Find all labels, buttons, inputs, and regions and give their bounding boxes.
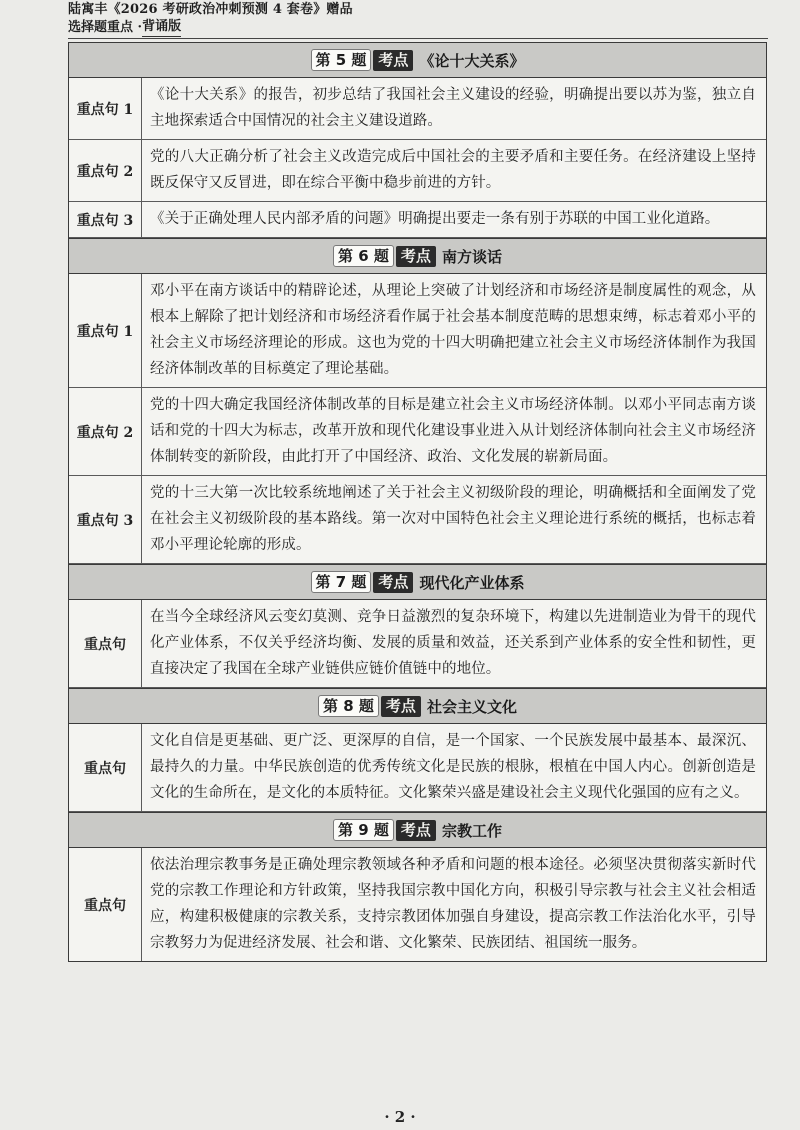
section-topic: 《论十大关系》 — [419, 51, 525, 70]
section-title — [69, 564, 766, 600]
key-point-text: 党的八大正确分析了社会主义改造完成后中国社会的主要矛盾和主要任务。在经济建设上坚持既反保守又反冒进，即在综合平衡中稳步前进的方针。 — [150, 149, 756, 191]
key-point-label: 重点句 3 — [69, 476, 142, 563]
key-point-row — [69, 848, 766, 961]
key-point-row — [69, 724, 766, 812]
edition-label: 背诵版 — [142, 18, 181, 37]
header-rule — [68, 38, 768, 39]
subtitle — [68, 18, 768, 37]
key-point-label: 重点句 3 — [69, 202, 142, 237]
key-point-label: 重点句 — [69, 724, 142, 811]
section-title — [69, 42, 766, 78]
section-topic: 社会主义文化 — [426, 697, 517, 716]
key-point-label: 重点句 — [69, 600, 142, 687]
key-point-text: 《关于正确处理人民内部矛盾的问题》明确提出要走一条有别于苏联的中国工业化道路。 — [150, 211, 720, 227]
question-number: 第 9 题 — [333, 819, 394, 841]
key-point-text: 党的十四大确定我国经济体制改革的目标是建立社会主义市场经济体制。以邓小平同志南方谈话和党的十四大为标志，改革开放和现代化建设事业进入从计划经济体制向社会主义市场经济体制转变的新阶段，由此打开了中国经济、政治、文化发展的崭新局面。 — [150, 397, 756, 465]
key-point-label: 重点句 1 — [69, 78, 142, 139]
key-point-row — [69, 78, 766, 140]
kaodian-tag: 考点 — [373, 50, 413, 71]
key-point-label: 重点句 — [69, 848, 142, 961]
question-number: 第 6 题 — [333, 245, 394, 267]
section-title — [69, 812, 766, 848]
question-number: 第 8 题 — [318, 695, 379, 717]
key-point-row — [69, 476, 766, 564]
key-point-label: 重点句 2 — [69, 140, 142, 201]
key-point-text: 在当今全球经济风云变幻莫测、竞争日益激烈的复杂环境下，构建以先进制造业为骨干的现代化产业体系，不仅关乎经济均衡、发展的质量和效益，还关系到产业体系的安全性和韧性，更直接决定了我国在全球产业链供应链价值链中的地位。 — [150, 609, 756, 677]
key-point-row — [69, 274, 766, 388]
section-topic: 南方谈话 — [441, 247, 502, 266]
key-point-row — [69, 388, 766, 476]
key-point-label: 重点句 1 — [69, 274, 142, 387]
key-point-label: 重点句 2 — [69, 388, 142, 475]
key-point-text: 邓小平在南方谈话中的精辟论述，从理论上突破了计划经济和市场经济是制度属性的观念，从根本上解除了把计划经济和市场经济看作属于社会基本制度范畴的思想束缚，标志着邓小平的社会主义市场经济理论的形成。这也为党的十四大明确把建立社会主义市场经济体制作为我国经济体制改革的目标奠定了理论基础。 — [150, 283, 756, 377]
section-topic: 宗教工作 — [441, 821, 502, 840]
kaodian-tag: 考点 — [396, 820, 436, 841]
key-point-text: 文化自信是更基础、更广泛、更深厚的自信，是一个国家、一个民族发展中最基本、最深沉、最持久的力量。中华民族创造的优秀传统文化是民族的根脉，根植在中国人内心。创新创造是文化的生命所在，是文化的本质特征。文化繁荣兴盛是建设社会主义现代化强国的应有之义。 — [150, 733, 756, 801]
question-number: 第 5 题 — [311, 49, 372, 71]
key-point-text: 依法治理宗教事务是正确处理宗教领域各种矛盾和问题的根本途径。必须坚决贯彻落实新时代党的宗教工作理论和方针政策，坚持我国宗教中国化方向，积极引导宗教与社会主义社会相适应，构建积极健康的宗教关系，支持宗教团体加强自身建设，提高宗教工作法治化水平，引导宗教努力为促进经济发展、社会和谐、文化繁荣、民族团结、祖国统一服务。 — [150, 857, 756, 951]
kaodian-tag: 考点 — [381, 696, 421, 717]
key-point-row — [69, 202, 766, 238]
subtitle-prefix: 选择题重点 · — [68, 20, 143, 35]
kaodian-tag: 考点 — [396, 246, 436, 267]
section-title — [69, 238, 766, 274]
key-point-row — [69, 600, 766, 688]
key-point-text: 《论十大关系》的报告，初步总结了我国社会主义建设的经验，明确提出要以苏为鉴，独立自主地探索适合中国情况的社会主义建设道路。 — [150, 87, 756, 129]
key-point-text: 党的十三大第一次比较系统地阐述了关于社会主义初级阶段的理论，明确概括和全面阐发了党在社会主义初级阶段的基本路线。第一次对中国特色社会主义理论进行系统的概括，也标志着邓小平理论轮廓的形成。 — [150, 485, 756, 553]
kaodian-tag: 考点 — [373, 572, 413, 593]
section-title — [69, 688, 766, 724]
key-points-table — [68, 42, 767, 962]
key-point-row — [69, 140, 766, 202]
question-number: 第 7 题 — [311, 571, 372, 593]
book-title: 陆寓丰《2026 考研政治冲刺预测 4 套卷》赠品 — [68, 2, 353, 17]
page-header — [68, 2, 768, 37]
page-number: · 2 · — [384, 1108, 416, 1126]
section-topic: 现代化产业体系 — [419, 573, 525, 592]
